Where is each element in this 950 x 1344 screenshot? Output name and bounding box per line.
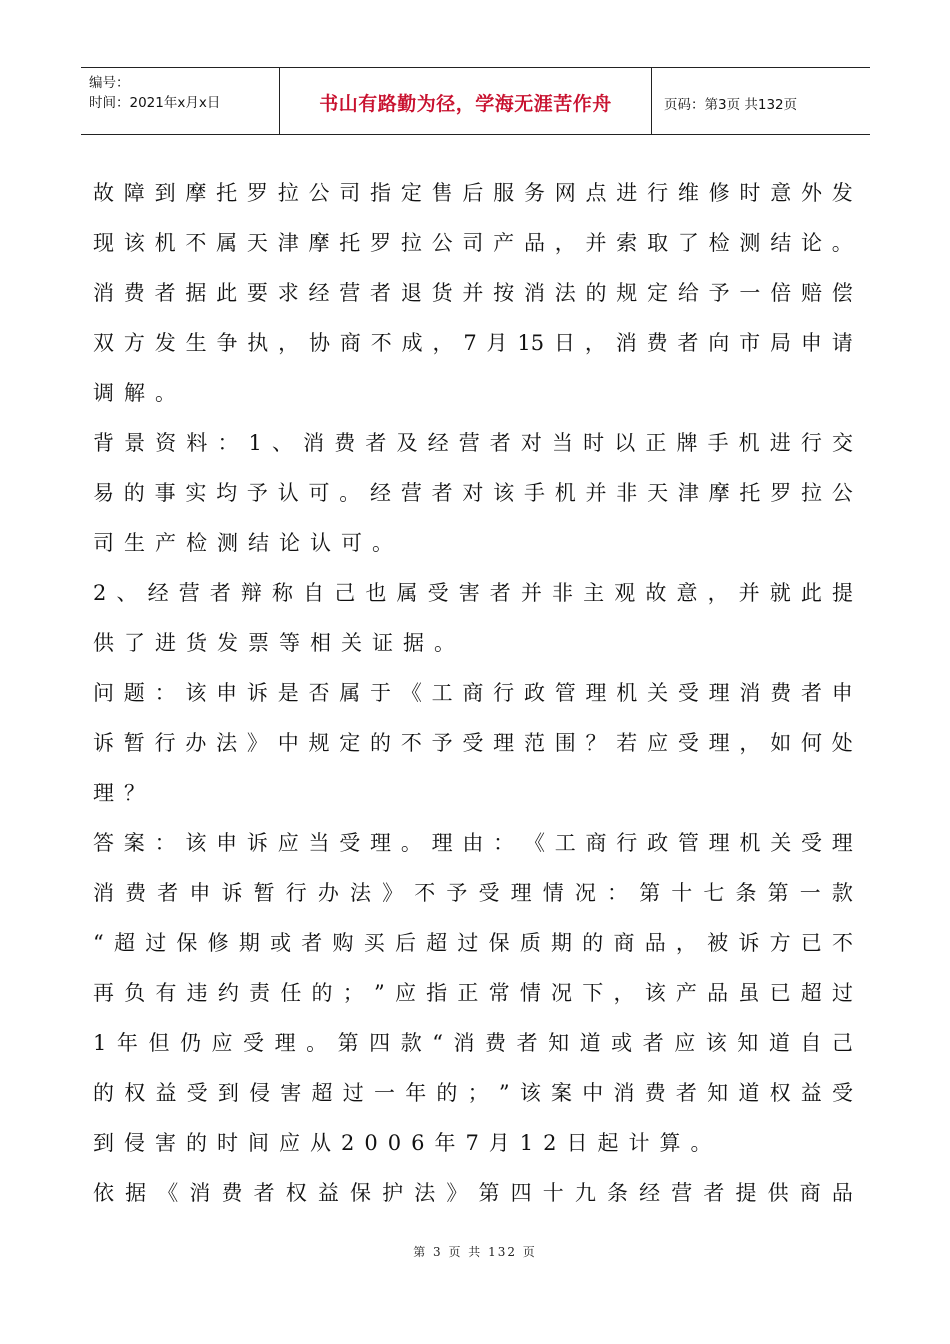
body-line: 消 费 者 申 诉 暂 行 办 法 》 不 予 受 理 情 况 ： 第 十 七 条 第 一 款: [93, 881, 853, 905]
body-line: 诉 暂 行 办 法 》 中 规 定 的 不 予 受 理 范 围 ？ 若 应 受 理 ， 如 何 处: [93, 731, 853, 755]
body-line: 的 权 益 受 到 侵 害 超 过 一 年 的 ； ” 该 案 中 消 费 者 知 道 权 益 受: [93, 1081, 853, 1105]
body-line: 供了进货发票等相关证据。: [93, 631, 465, 655]
body-line: 2 、 经 营 者 辩 称 自 己 也 属 受 害 者 并 非 主 观 故 意 ， 并 就 此 提: [93, 581, 853, 605]
body-line: “ 超 过 保 修 期 或 者 购 买 后 超 过 保 质 期 的 商 品 ， 被 诉 方 已 不: [93, 931, 853, 955]
document-body: [93, 170, 853, 1220]
header-number-label: 编号：: [89, 75, 130, 91]
body-line: 到侵害的时间应从2006年7月12日起计算。: [93, 1131, 722, 1155]
body-line: 依 据 《 消 费 者 权 益 保 护 法 》 第 四 十 九 条 经 营 者 提 供 商 品: [93, 1181, 853, 1205]
body-line: 双 方 发 生 争 执 ， 协 商 不 成 ， 7 月 15 日 ， 消 费 者 向 市 局 申 请: [93, 331, 853, 355]
body-line: 问 题 ： 该 申 诉 是 否 属 于 《 工 商 行 政 管 理 机 关 受 理 消 费 者 申: [93, 681, 853, 705]
body-line: 消 费 者 据 此 要 求 经 营 者 退 货 并 按 消 法 的 规 定 给 予 一 倍 赔 偿: [93, 281, 853, 305]
body-line: 现 该 机 不 属 天 津 摩 托 罗 拉 公 司 产 品 ， 并 索 取 了 检 测 结 论 。: [93, 231, 853, 255]
body-line: 调解。: [93, 381, 186, 405]
body-line: 背 景 资 料 ： 1 、 消 费 者 及 经 营 者 对 当 时 以 正 牌 手 机 进 行 交: [93, 431, 853, 455]
header-meta: [81, 68, 280, 134]
page-footer: 第 3 页 共 132 页: [413, 1245, 537, 1259]
body-line: 故 障 到 摩 托 罗 拉 公 司 指 定 售 后 服 务 网 点 进 行 维 修 时 意 外 发: [93, 181, 853, 205]
body-line: 再 负 有 违 约 责 任 的 ； ” 应 指 正 常 情 况 下 ， 该 产 品 虽 已 超 过: [93, 981, 853, 1005]
body-line: 理？: [93, 781, 155, 805]
body-line: 1 年 但 仍 应 受 理 。 第 四 款 “ 消 费 者 知 道 或 者 应 该 知 道 自 己: [93, 1031, 853, 1055]
body-line: 司生产检测结论认可。: [93, 531, 403, 555]
body-line: 易 的 事 实 均 予 认 可 。 经 营 者 对 该 手 机 并 非 天 津 摩 托 罗 拉 公: [93, 481, 853, 505]
header-time-label: 时间：2021年x月x日: [89, 95, 221, 111]
header-page-info: 页码：第3页 共132页: [664, 96, 798, 113]
page-header: [81, 67, 870, 135]
body-line: 答 案 ： 该 申 诉 应 当 受 理 。 理 由 ： 《 工 商 行 政 管 理 机 关 受 理: [93, 831, 853, 855]
header-motto: 书山有路勤为径，学海无涯苦作舟: [280, 68, 652, 134]
